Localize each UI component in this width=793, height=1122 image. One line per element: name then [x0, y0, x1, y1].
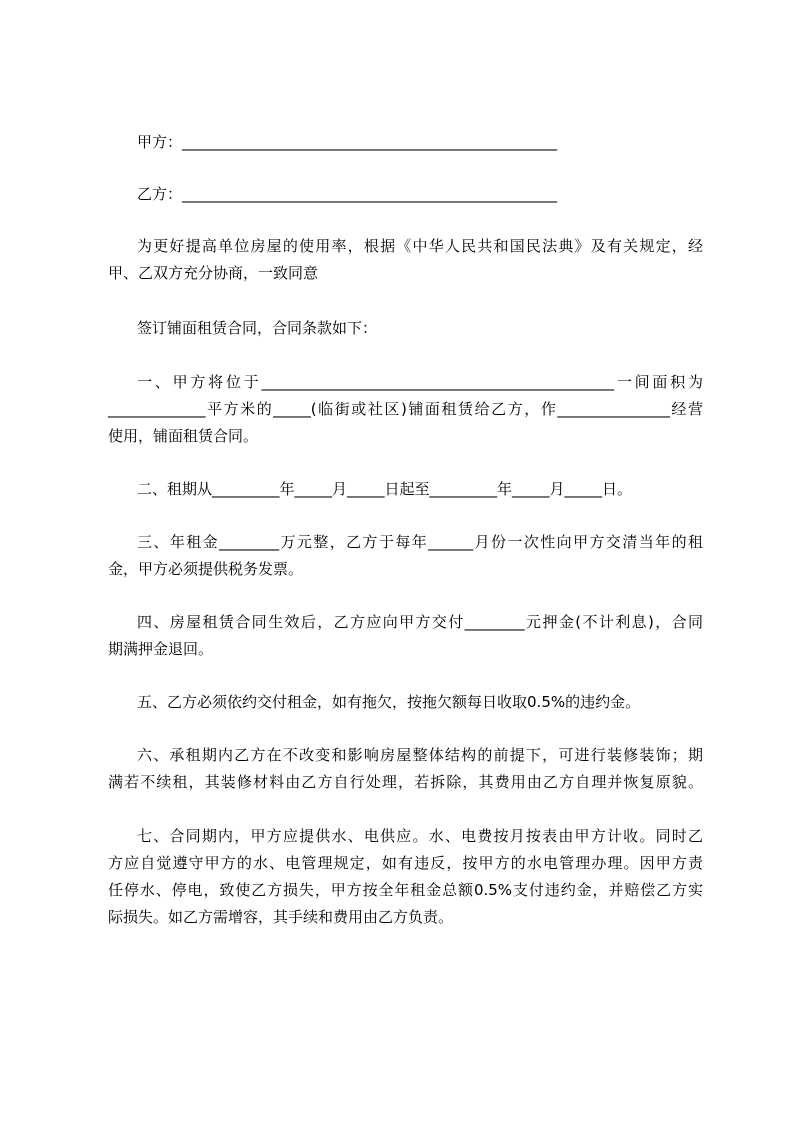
- sign-line: 签订铺面租赁合同，合同条款如下：: [137, 319, 378, 337]
- clause-2-line-1: 二、租期从_________年_____月_____日起至_________年_____月_____日。: [137, 480, 633, 498]
- clause-3-line-2: 金，甲方必须提供税务发票。: [108, 560, 304, 578]
- clause-1-line-3: 使用，铺面租赁合同。: [108, 427, 259, 445]
- clause-6-line-1: 六、承租期内乙方在不改变和影响房屋整体结构的前提下，可进行装修装饰；期: [137, 746, 703, 764]
- party-b-line: 乙方：__________________________________________________: [137, 185, 558, 203]
- clause-1-line-1: 一、甲方将位于_______________________________________________一间面积为: [137, 373, 703, 391]
- clause-6-line-2: 满若不续租，其装修材料由乙方自行处理，若拆除，其费用由乙方自理并恢复原貌。: [108, 773, 703, 791]
- party-a-line: 甲方：__________________________________________________: [137, 133, 558, 151]
- clause-1-line-2: _____________平方米的_____(临街或社区)铺面租赁给乙方，作_______________经营: [108, 400, 703, 418]
- intro-line-2: 甲、乙双方充分协商，一致同意: [108, 264, 319, 282]
- clause-3-line-1: 三、年租金________万元整，乙方于每年______月份一次性向甲方交清当年的租: [137, 533, 703, 551]
- intro-line-1: 为更好提高单位房屋的使用率，根据《中华人民共和国民法典》及有关规定，经: [137, 237, 703, 255]
- clause-7-line-3: 任停水、停电，致使乙方损失，甲方按全年租金总额0.5%支付违约金，并赔偿乙方实: [108, 881, 703, 899]
- clause-5-line-1: 五、乙方必须依约交付租金，如有拖欠，按拖欠额每日收取0.5%的违约金。: [137, 693, 641, 711]
- clause-7-line-2: 方应自觉遵守甲方的水、电管理规定，如有违反，按甲方的水电管理办理。因甲方责: [108, 854, 703, 872]
- clause-4-line-1: 四、房屋租赁合同生效后，乙方应向甲方交付________元押金(不计利息)，合同: [137, 613, 703, 631]
- clause-4-line-2: 期满押金退回。: [108, 640, 214, 658]
- clause-7-line-4: 际损失。如乙方需增容，其手续和费用由乙方负责。: [108, 908, 454, 926]
- clause-7-line-1: 七、合同期内，甲方应提供水、电供应。水、电费按月按表由甲方计收。同时乙: [137, 827, 703, 845]
